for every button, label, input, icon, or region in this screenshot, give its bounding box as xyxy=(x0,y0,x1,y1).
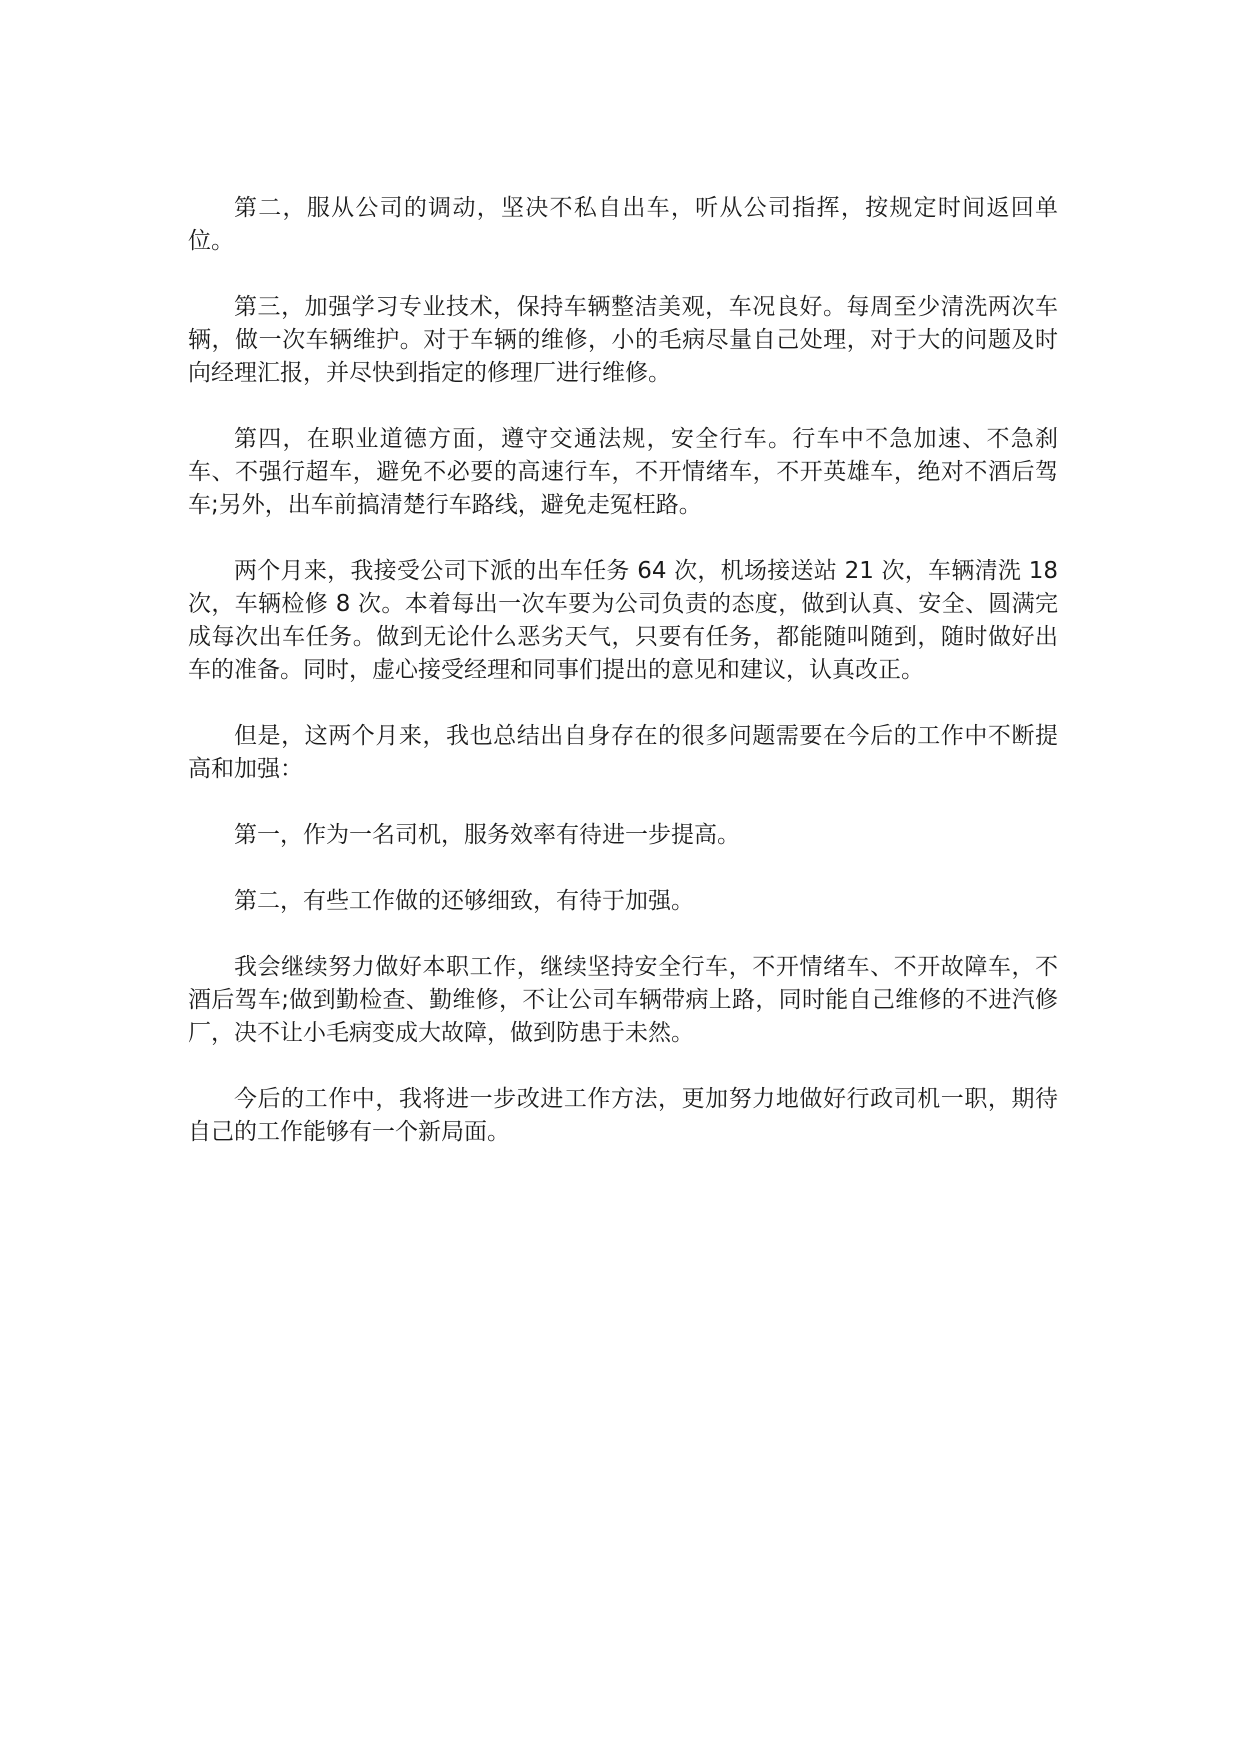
paragraph-conclusion: 今后的工作中，我将进一步改进工作方法，更加努力地做好行政司机一职，期待自己的工作能够有一个新局面。 xyxy=(188,1086,1058,1145)
paragraph-work-summary: 两个月来，我接受公司下派的出车任务 64 次，机场接送站 21 次，车辆清洗 18 次，车辆检修 8 次。本着每出一次车要为公司负责的态度，做到认真、安全、圆满完成每次出车任务。做到无论什么恶劣天气，只要有任务，都能随叫随到，随时做好出车的准备。同时，虚心接受经理和同事们提出的意见和建议，认真改正。 xyxy=(188,558,1058,683)
paragraph-obey-dispatch: 第二，服从公司的调动，坚决不私自出车，听从公司指挥，按规定时间返回单位。 xyxy=(188,195,1058,254)
paragraph-problem-two: 第二，有些工作做的还够细致，有待于加强。 xyxy=(234,888,694,914)
paragraph-vehicle-maintenance: 第三，加强学习专业技术，保持车辆整洁美观，车况良好。每周至少清洗两次车辆，做一次车辆维护。对于车辆的维修，小的毛病尽量自己处理，对于大的问题及时向经理汇报，并尽快到指定的修理厂进行维修。 xyxy=(188,294,1058,386)
document-body xyxy=(188,192,1058,1149)
paragraph-commitment: 我会继续努力做好本职工作，继续坚持安全行车，不开情绪车、不开故障车，不酒后驾车;做到勤检查、勤维修，不让公司车辆带病上路，同时能自己维修的不进汽修厂，决不让小毛病变成大故障，做到防患于未然。 xyxy=(188,954,1058,1046)
paragraph-problem-one: 第一，作为一名司机，服务效率有待进一步提高。 xyxy=(234,822,740,848)
paragraph-problems-intro: 但是，这两个月来，我也总结出自身存在的很多问题需要在今后的工作中不断提高和加强： xyxy=(188,723,1058,782)
paragraph-professional-ethics: 第四，在职业道德方面，遵守交通法规，安全行车。行车中不急加速、不急刹车、不强行超车，避免不必要的高速行车，不开情绪车，不开英雄车，绝对不酒后驾车;另外，出车前搞清楚行车路线，避免走冤枉路。 xyxy=(188,426,1058,518)
